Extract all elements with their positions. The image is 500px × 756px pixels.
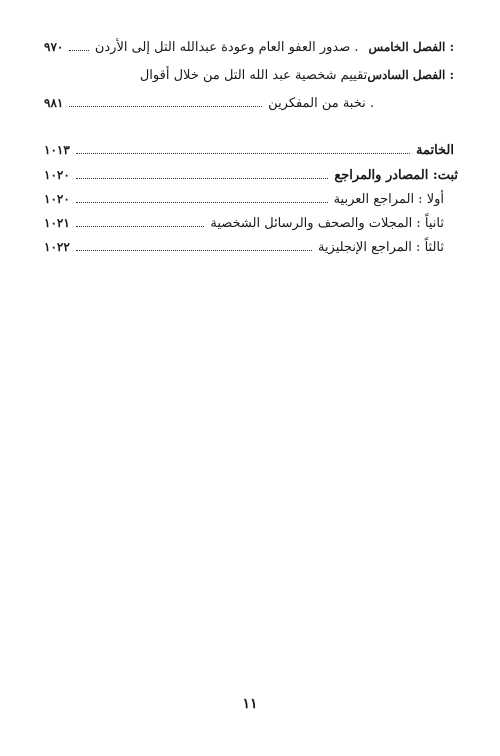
dot-leader	[76, 250, 312, 251]
entry-title: ثبت: المصادر والمراجع	[334, 168, 458, 183]
page-ref: ١٠١٣	[44, 143, 70, 157]
page-ref: ١٠٢١	[44, 216, 70, 230]
entry-title: ثالثاً : المراجع الإنجليزية	[317, 240, 444, 255]
dot-leader	[69, 106, 262, 107]
page-ref: ٩٧٠	[44, 40, 64, 54]
entry-title: الخاتمة	[415, 143, 454, 158]
toc-entry-chapter-6-cont	[44, 96, 374, 111]
entry-title: صدور العفو العام وعودة عبدالله التل إلى الأردن .	[94, 40, 359, 55]
toc-entry-english-refs	[44, 240, 444, 255]
toc-entry-chapter-6	[139, 68, 454, 83]
chapter-label: الفصل الخامس :	[368, 40, 454, 54]
page-ref: ٩٨١	[44, 96, 64, 110]
page-number: ١١	[242, 696, 258, 712]
page-ref: ١٠٢٠	[44, 168, 70, 182]
dot-leader	[76, 202, 328, 203]
dot-leader	[76, 153, 410, 154]
chapter-label: الفصل السادس :	[367, 68, 454, 82]
toc-entry-sources	[44, 168, 458, 183]
page-ref: ١٠٢٢	[44, 240, 70, 254]
dot-leader	[76, 226, 205, 227]
toc-entry-arabic-refs	[44, 192, 444, 207]
dot-leader	[76, 178, 329, 179]
toc-entry-conclusion	[44, 143, 454, 158]
dot-leader	[69, 50, 88, 51]
toc-entry-chapter-5	[44, 40, 454, 55]
entry-title: أولا : المراجع العربية	[333, 192, 444, 207]
entry-title: تقييم شخصية عبد الله التل من خلال أقوال	[139, 68, 368, 83]
toc-entry-journals	[44, 216, 444, 231]
page-ref: ١٠٢٠	[44, 192, 70, 206]
entry-title: نخبة من المفكرين .	[268, 96, 374, 111]
entry-title: ثانياً : المجلات والصحف والرسائل الشخصية	[210, 216, 444, 231]
